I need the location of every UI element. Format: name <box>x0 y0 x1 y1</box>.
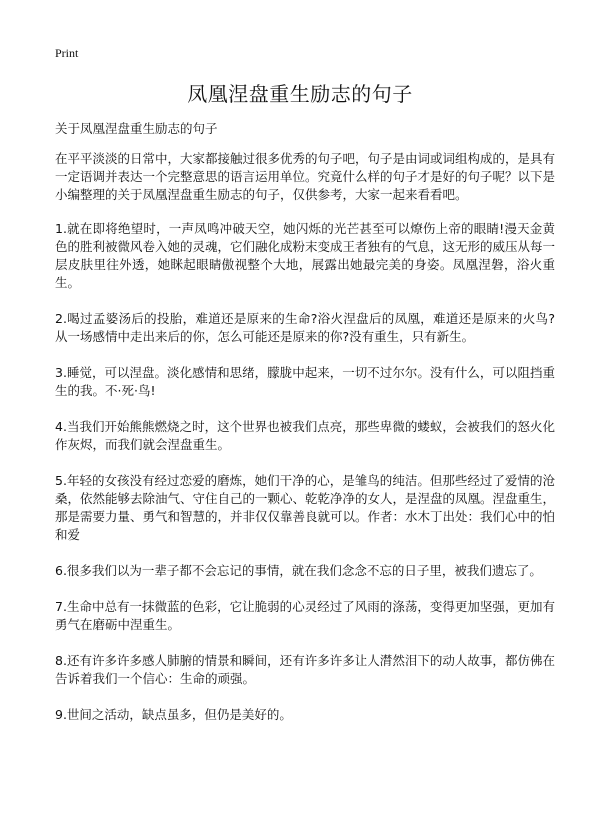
intro-paragraph: 在平平淡淡的日常中，大家都接触过很多优秀的句子吧，句子是由词或词组构成的，是具有一定语调并表达一个完整意思的语言运用单位。究竟什么样的句子才是好的句子呢？以下是小编整理的关于凤凰涅盘重生励志的句子，仅供参考，大家一起来看看吧。 <box>55 151 556 202</box>
quote-paragraph-9: 9.世间之活动，缺点虽多，但仍是美好的。 <box>55 707 292 722</box>
quote-paragraph-1: 1.就在即将绝望时，一声凤鸣冲破天空，她闪烁的光芒甚至可以燎伤上帝的眼睛!漫天金黄色的胜利被微风卷入她的灵魂，它们融化成粉末变成王者独有的气息，这无形的威压从每一层皮肤里往外透，她眯起眼睛傲视整个大地，展露出她最完美的身姿。凤凰涅磐，浴火重生。 <box>55 221 556 290</box>
quote-paragraph-3: 3.睡觉，可以涅盘。淡化感情和思绪，朦胧中起来，一切不过尔尔。没有什么，可以阻挡重生的我。不·死·鸟! <box>55 365 555 398</box>
quote-paragraph-4: 4.当我们开始熊熊燃烧之时，这个世界也被我们点亮，那些卑微的蝼蚁，会被我们的怒火化作灰烬，而我们就会涅盘重生。 <box>55 419 555 452</box>
print-link[interactable]: Print <box>55 46 79 60</box>
page-title: 凤凰涅盘重生励志的句子 <box>187 82 413 106</box>
quote-paragraph-7: 7.生命中总有一抹微蓝的色彩，它让脆弱的心灵经过了风雨的涤荡，变得更加坚强，更加有勇气在磨砺中涅重生。 <box>55 599 555 632</box>
article-body <box>55 150 555 742</box>
quote-paragraph-8: 8.还有许多许多感人肺腑的情景和瞬间，还有许多许多让人潸然泪下的动人故事，都仿佛在告诉着我们一个信心：生命的顽强。 <box>55 653 555 686</box>
quote-paragraph-5: 5.年轻的女孩没有经过恋爱的磨炼，她们干净的心，是雏鸟的纯洁。但那些经过了爱情的沧桑，依然能够去除油气、守住自己的一颗心、乾乾净净的女人，是涅盘的凤凰。涅盘重生，那是需要力量、勇气和智慧的，并非仅仅靠善良就可以。作者：水木丁出处：我们心中的怕和爱 <box>55 473 556 542</box>
document-subtitle: 关于凤凰涅盘重生励志的句子 <box>55 121 218 136</box>
quote-paragraph-2: 2.喝过孟婆汤后的投胎，难道还是原来的生命?浴火涅盘后的凤凰，难道还是原来的火鸟?从一场感情中走出来后的你，怎么可能还是原来的你?没有重生，只有新生。 <box>55 311 555 344</box>
quote-paragraph-6: 6.很多我们以为一辈子都不会忘记的事情，就在我们念念不忘的日子里，被我们遗忘了。 <box>55 563 542 578</box>
